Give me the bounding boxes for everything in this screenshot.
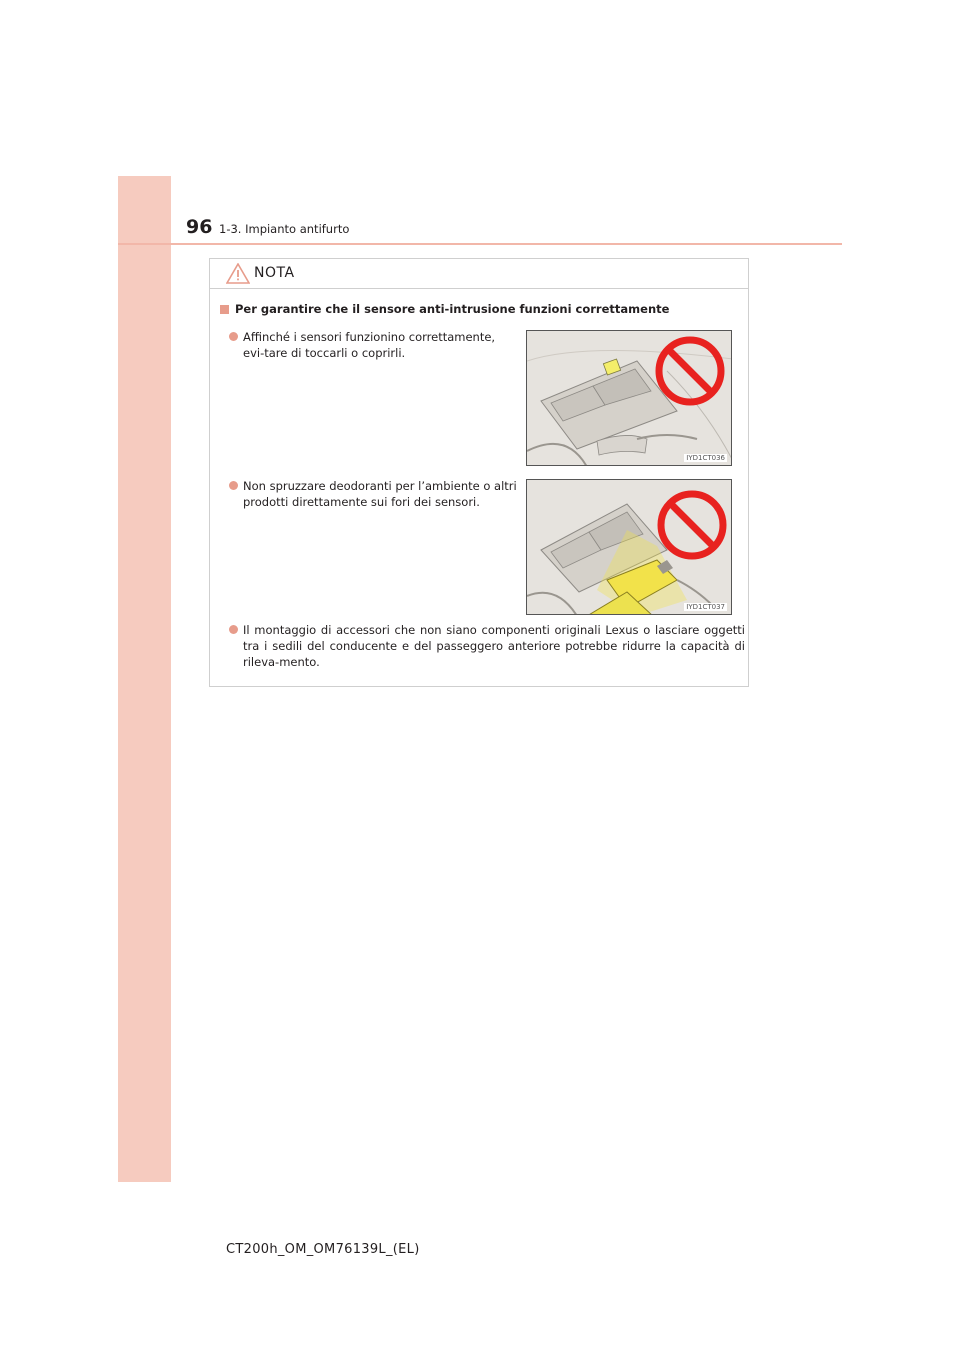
header-rule	[118, 243, 842, 245]
document-id: CT200h_OM_OM76139L_(EL)	[226, 1242, 420, 1257]
illustration-touching-sensor	[526, 330, 732, 466]
square-bullet-icon	[220, 305, 229, 314]
warning-triangle-icon	[226, 263, 250, 284]
chapter-side-tab	[118, 176, 171, 1182]
notice-box	[209, 258, 749, 687]
bullet-icon	[229, 481, 238, 490]
list-item: Non spruzzare deodoranti per l’ambiente o altri prodotti direttamente sui fori dei sensori.	[243, 478, 518, 510]
notice-subheading: Per garantire che il sensore anti-intrusione funzioni correttamente	[220, 302, 740, 316]
page-number: 96	[186, 216, 213, 238]
bullet-icon	[229, 332, 238, 341]
figure-code: IYD1CT036	[686, 454, 725, 462]
notice-header	[210, 259, 748, 289]
section-title: 1-3. Impianto antifurto	[219, 222, 350, 236]
notice-label: NOTA	[254, 265, 295, 281]
list-item: Affinché i sensori funzionino correttamente, evi-tare di toccarli o coprirli.	[243, 329, 518, 361]
bullet-icon	[229, 625, 238, 634]
illustration-spraying-sensor	[526, 479, 732, 615]
figure-code: IYD1CT037	[686, 603, 725, 611]
list-item: Il montaggio di accessori che non siano componenti originali Lexus o lasciare oggetti tra i sedili del conducente e del passeggero anteriore potrebbe ridurre la capacità di rileva-mento.	[243, 622, 745, 670]
